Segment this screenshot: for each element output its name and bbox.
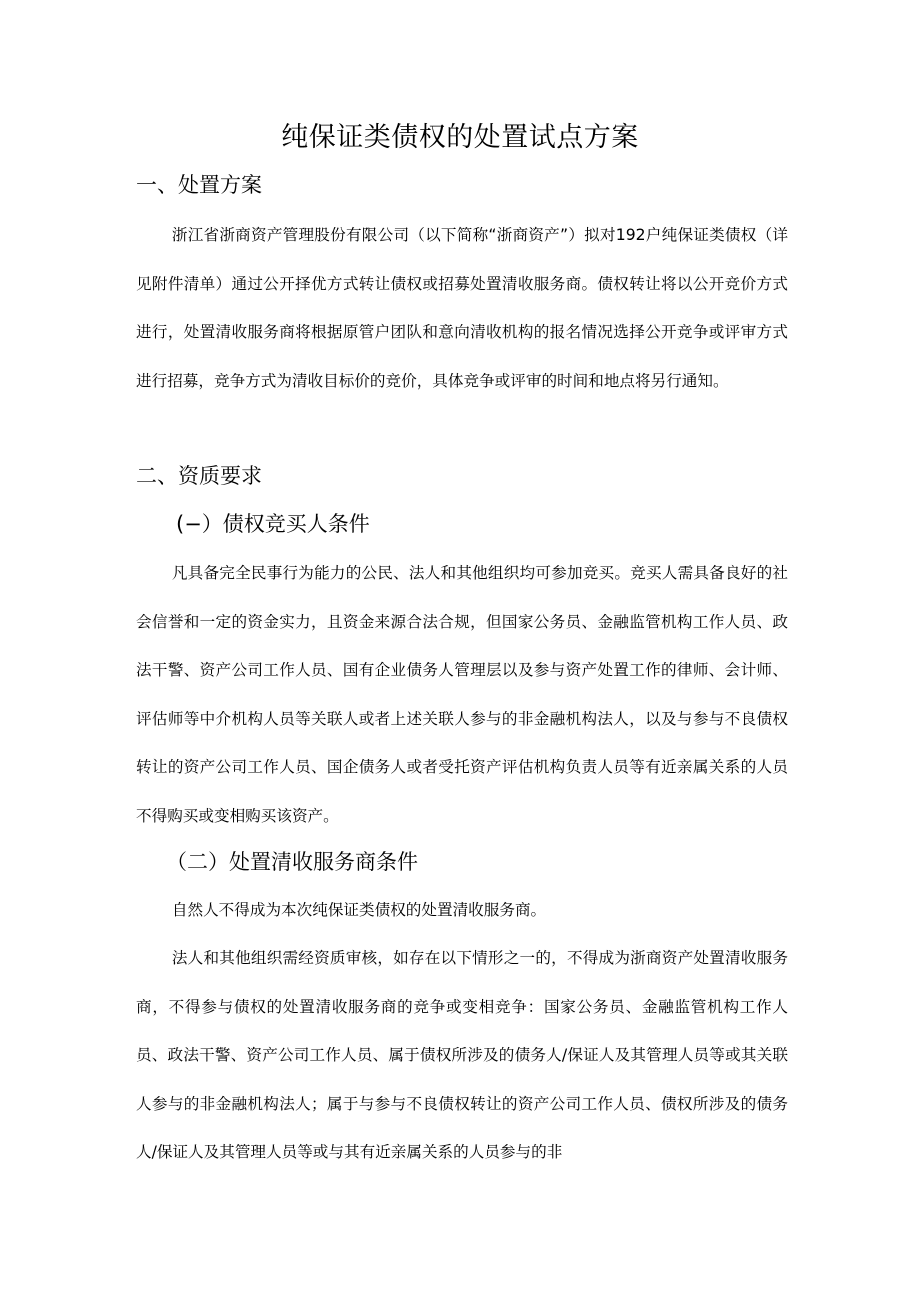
plan-paragraph: 浙江省浙商资产管理股份有限公司（以下简称“浙商资产”）拟对192户纯保证类债权（详见附件清单）通过公开择优方式转让债权或招募处置清收服务商。债权转让将以公开竞价方式进行，处置清收服务商将根据原管户团队和意向清收机构的报名情况选择公开竞争或评审方式进行招募，竞争方式为清收目标价的竞价，具体竞争或评审的时间和地点将另行通知。 [136,226,788,390]
service-provider-paragraph-1: 自然人不得成为本次纯保证类债权的处置清收服务商。 [171,901,547,919]
section-heading-plan: 一、处置方案 [136,173,262,197]
section-heading-qualification: 二、资质要求 [136,464,262,488]
subsection-heading-service-provider: （二）处置清收服务商条件 [166,850,418,874]
service-provider-paragraph-2: 法人和其他组织需经资质审核，如存在以下情形之一的，不得成为浙商资产处置清收服务商，不得参与债权的处置清收服务商的竞争或变相竞争：国家公务员、金融监管机构工作人员、政法干警、资产公司工作人员、属于债权所涉及的债务人/保证人及其管理人员等或其关联人参与的非金融机构法人；属于与参与不良债权转让的资产公司工作人员、债权所涉及的债务人/保证人及其管理人员等或与其有近亲属关系的人员参与的非 [136,949,788,1161]
bidder-paragraph: 凡具备完全民事行为能力的公民、法人和其他组织均可参加竞买。竞买人需具备良好的社会信誉和一定的资金实力，且资金来源合法合规，但国家公务员、金融监管机构工作人员、政法干警、资产公司工作人员、国有企业债务人管理层以及参与资产处置工作的律师、会计师、评估师等中介机构人员等关联人或者上述关联人参与的非金融机构法人，以及与参与不良债权转让的资产公司工作人员、国企债务人或者受托资产评估机构负责人员等有近亲属关系的人员不得购买或变相购买该资产。 [136,564,788,825]
document-title: 纯保证类债权的处置试点方案 [281,122,639,153]
subsection-heading-bidder: (−）债权竞买人条件 [176,512,370,536]
